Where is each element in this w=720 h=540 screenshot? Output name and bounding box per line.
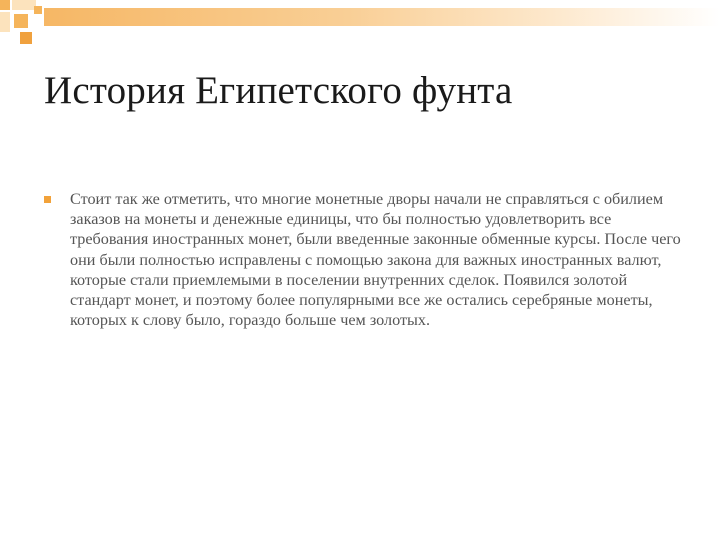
decorative-square xyxy=(12,0,36,10)
bullet-text: Стоит так же отметить, что многие монетные дворы начали не справляться с обилием заказов на монеты и денежные единицы, что бы полностью удовлетворить все требования иностранных монет, были введенные законные обменные курсы. После чего они были полностью исправлены с помощью закона для важных иностранных валют, которые стали приемлемыми в поселении внутренних сделок. Появился золотой стандарт монет, и поэтому более популярными все же остались серебряные монеты, которых к слову было, гораздо больше чем золотых. xyxy=(70,190,681,330)
decorative-square xyxy=(20,32,32,44)
decorative-square xyxy=(34,6,42,14)
decorative-square xyxy=(0,0,10,10)
slide-title: История Египетского фунта xyxy=(44,69,513,112)
square-bullet-icon xyxy=(44,196,51,203)
header-gradient-bar xyxy=(44,8,720,26)
decorative-square xyxy=(14,14,28,28)
decorative-square xyxy=(0,12,10,32)
